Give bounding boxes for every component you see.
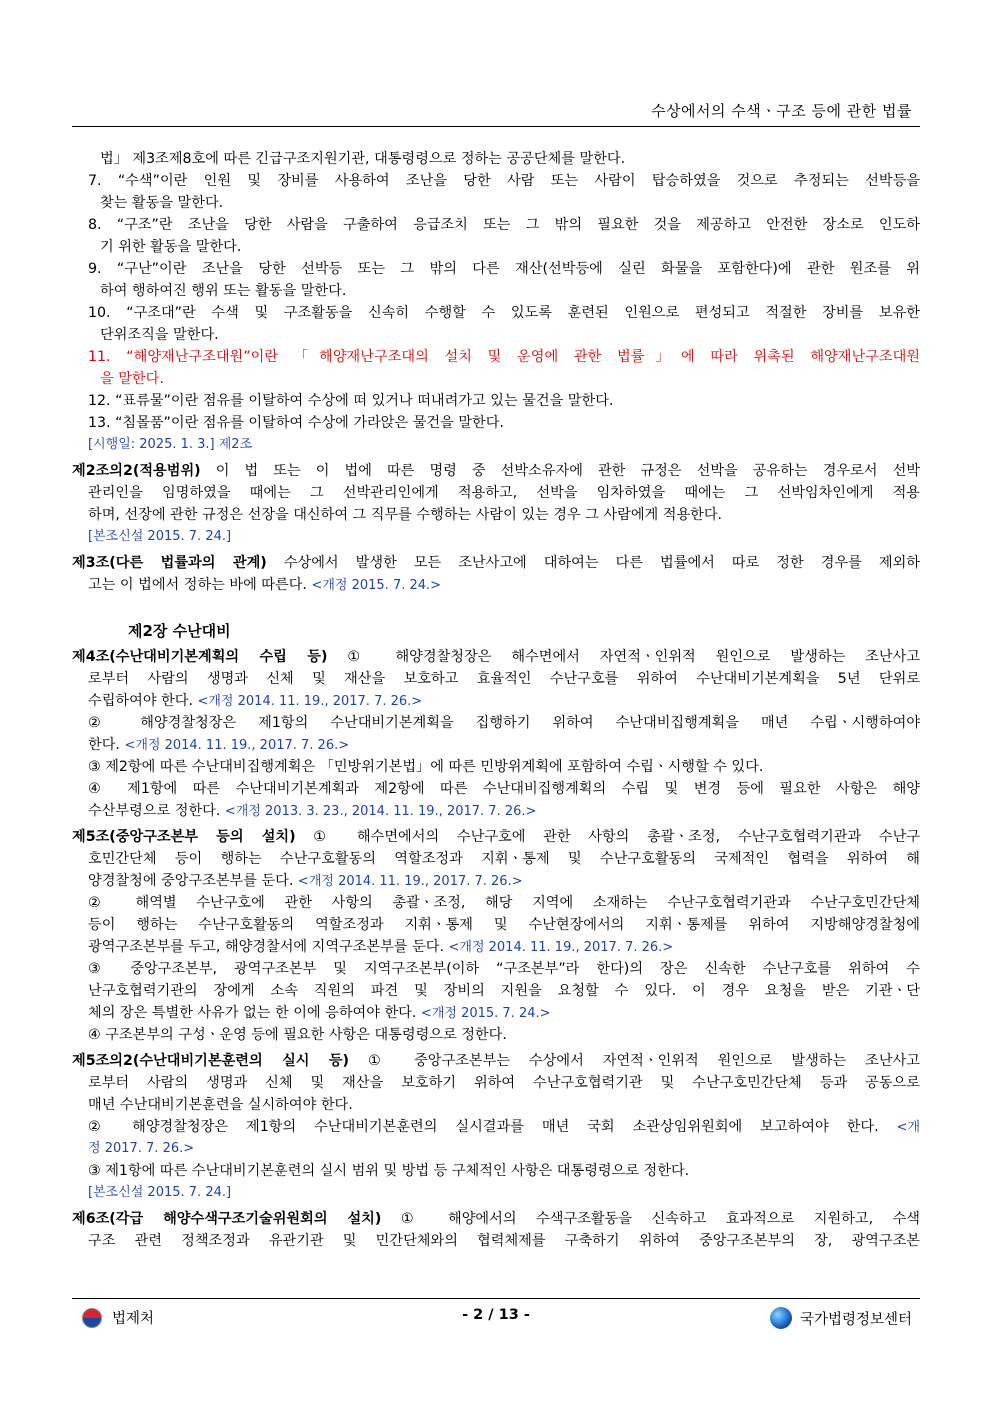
text-line [72,870,920,892]
text-line: 로부터 사람의 생명과 신체 및 재산을 보호하기 위하여 수난구호협력기관 및 수난구호민간단체 등과 공동으로 [88,1075,920,1091]
paragraph-3: ③ 제2항에 따른 수난대비집행계획은 「민방위기본법」에 따른 민방위계획에 포함하여 수립ㆍ시행할 수 있다. [88,759,764,775]
paragraph-3: ③ 중앙구조본부, 광역구조본부 및 지역구조본부(이하 “구조본부”라 한다)의 장은 신속한 수난구호를 위하여 수 [88,961,920,977]
paragraph-4: ④ 구조본부의 구성ㆍ운영 등에 필요한 사항은 대통령령으로 정한다. [88,1027,507,1043]
article-text: 이 법 또는 이 법에 따른 명령 중 선박소유자에 관한 규정은 선박을 공유하는 경우로서 선박 [200,463,920,479]
amendment-tag: <개정 2014. 11. 19., 2017. 7. 26.> [448,940,674,955]
amendment-tag: <개정 2014. 11. 19., 2017. 7. 26.> [124,738,350,753]
page-footer [72,1298,920,1335]
text-line [72,574,920,596]
text-line [72,936,920,958]
amendment-tag: <개정 2014. 11. 19., 2017. 7. 26.> [297,874,523,889]
amendment-tag: 정 2017. 7. 26.> [88,1141,195,1156]
ministry-name: 법제처 [112,1311,155,1327]
document-body [72,148,920,1252]
text-line: 하여 행하여진 행위 또는 활동을 말한다. [100,283,347,299]
text-line: 관리인을 임명하였을 때에는 그 선박관리인에게 적용하고, 선박을 임차하였을 때에는 그 선박임차인에게 적용 [88,485,920,501]
text-line: 난구호협력기관의 장에게 소속 직원의 파견 및 장비의 지원을 요청할 수 있다. 이 경우 요청을 받은 기관ㆍ단 [88,983,920,999]
text-line: 기 위한 활동을 말한다. [100,239,242,255]
item-9: 9. “구난”이란 조난을 당한 선박등 또는 그 밖의 다른 재산(선박등에 실린 화물을 포함한다)에 관한 원조를 위 [88,261,920,277]
item-7: 7. “수색”이란 인원 및 장비를 사용하여 조난을 당한 사람 또는 사람이 탑승하였을 것으로 추정되는 선박등을 [88,173,920,189]
article-text: ① 해양에서의 수색구조활동을 신속하고 효과적으로 지원하고, 수색 [381,1211,920,1227]
new-article-tag: [본조신설 2015. 7. 24.] [88,529,232,544]
article-title: 제4조(수난대비기본계획의 수립 등) [72,649,328,665]
amendment-tag: <개정 2013. 3. 23., 2014. 11. 19., 2017. 7. 26.> [224,804,537,819]
amendment-tag: <개정 2015. 7. 24.> [420,1006,551,1021]
text-span: 광역구조본부를 두고, 해양경찰서에 지역구조본부를 둔다. [88,939,444,955]
item-11-amended: 11. “해양재난구조대원”이란 「해양재난구조대의 설치 및 운영에 관한 법률」에 따라 위촉된 해양재난구조대원 [88,349,920,365]
amendment-tag: <개정 2015. 7. 24.> [311,578,442,593]
text-line: 하며, 선장에 관한 규정은 선장을 대신하여 그 직무를 수행하는 사람이 있는 경우 그 사람에게 적용한다. [88,507,723,523]
text-span: 수립하여야 한다. [88,693,193,709]
article-3 [72,552,920,574]
article-text: ① 해양경찰청장은 해수면에서 자연적ㆍ인위적 원인으로 발생하는 조난사고 [327,649,920,665]
article-title: 제5조의2(수난대비기본훈련의 실시 등) [72,1053,350,1069]
text-line: 구조 관련 정책조정과 유관기관 및 민간단체와의 협력체제를 구축하기 위하여 중앙구조본부의 장, 광역구조본 [88,1233,920,1249]
text-span: 수산부령으로 정한다. [88,803,221,819]
item-12: 12. “표류물”이란 점유를 이탈하여 수상에 떠 있거나 떠내려가고 있는 물건을 말한다. [88,393,614,409]
paragraph-3: ③ 제1항에 따른 수난대비기본훈련의 실시 범위 및 방법 등 구체적인 사항은 대통령령으로 정한다. [88,1163,690,1179]
text-span: 한다. [88,737,120,753]
text-line: 등이 행하는 수난구호활동의 역할조정과 지휘ㆍ통제 및 수난현장에서의 지휘ㆍ통제를 위하여 지방해양경찰청에 [88,917,920,933]
paragraph-4: ④ 제1항에 따른 수난대비기본계획과 제2항에 따른 수난대비집행계획의 수립 및 변경 등에 필요한 사항은 해양 [88,781,920,797]
article-2-2 [72,460,920,482]
text-line [72,800,920,822]
article-title: 제5조(중앙구조본부 등의 설치) [72,829,296,845]
article-5 [72,826,920,848]
paragraph-2: ② 해역별 수난구호에 관한 사항의 총괄ㆍ조정, 해당 지역에 소재하는 수난구호협력기관과 수난구호민간단체 [88,895,920,911]
text-line: 매년 수난대비기본훈련을 실시하여야 한다. [88,1097,353,1113]
article-title: 제3조(다른 법률과의 관계) [72,555,267,571]
text-line: 로부터 사람의 생명과 신체 및 재산을 보호하고 효율적인 수난구호를 위하여 수난대비기본계획을 5년 단위로 [88,671,920,687]
item-13: 13. “침몰품”이란 점유를 이탈하여 수상에 가라앉은 물건을 말한다. [88,415,504,431]
new-article-tag: [본조신설 2015. 7. 24.] [88,1185,232,1200]
article-text: ① 중앙구조본부는 수상에서 자연적ㆍ인위적 원인으로 발생하는 조난사고 [349,1053,920,1069]
law-title: 수상에서의 수색ㆍ구조 등에 관한 법률 [651,102,912,120]
text-line: 법」 제3조제8호에 따른 긴급구조지원기관, 대통령령으로 정하는 공공단체를 말한다. [100,151,626,167]
amendment-tag: <개 [896,1120,920,1135]
article-4 [72,646,920,668]
article-text: 수상에서 발생한 모든 조난사고에 대하여는 다른 법률에서 따로 정한 경우를 제외하 [266,555,920,571]
text-line: 호민간단체 등이 행하는 수난구호활동의 역할조정과 지휘ㆍ통제 및 수난구호활동의 국제적인 협력을 위하여 해 [88,851,920,867]
article-5-2 [72,1050,920,1072]
text-span: 체의 장은 특별한 사유가 없는 한 이에 응하여야 한다. [88,1005,417,1021]
text-line [72,1002,920,1024]
text-line: 단위조직을 말한다. [100,327,219,343]
amendment-tag: <개정 2014. 11. 19., 2017. 7. 26.> [197,694,423,709]
text-span: ② 해양경찰청장은 제1항의 수난대비기본훈련의 실시결과를 매년 국회 소관상임위원회에 보고하여야 한다. [88,1119,879,1135]
law-center-logo-icon [770,1307,792,1329]
item-10: 10. “구조대”란 수색 및 구조활동을 신속히 수행할 수 있도록 훈련된 인원으로 편성되고 적절한 장비를 보유한 [88,305,920,321]
paragraph-2: ② 해양경찰청장은 제1항의 수난대비기본계획을 집행하기 위하여 수난대비집행계획을 매년 수립ㆍ시행하여야 [88,715,920,731]
effective-date-tag: [시행일: 2025. 1. 3.] 제2조 [88,437,253,452]
text-line [72,690,920,712]
article-title: 제6조(각급 해양수색구조기술위원회의 설치) [72,1211,382,1227]
text-span: 고는 이 법에서 정하는 바에 따른다. [88,577,307,593]
paragraph-2 [72,1116,920,1138]
article-title: 제2조의2(적용범위) [72,463,201,479]
chapter-heading: 제2장 수난대비 [128,622,231,640]
footer-right [770,1307,912,1329]
text-span: 양경찰청에 중앙구조본부를 둔다. [88,873,294,889]
article-text: ① 해수면에서의 수난구호에 관한 사항의 총괄ㆍ조정, 수난구호협력기관과 수난구 [295,829,920,845]
law-center-name: 국가법령정보센터 [799,1311,912,1328]
text-line: 찾는 활동을 말한다. [100,195,224,211]
text-line-amended: 을 말한다. [100,371,164,387]
article-6 [72,1208,920,1230]
page-header [72,96,920,127]
text-line [72,734,920,756]
page-number: - 2 / 13 - [462,1307,530,1323]
item-8: 8. “구조”란 조난을 당한 사람을 구출하여 응급조치 또는 그 밖의 필요한 것을 제공하고 안전한 장소로 인도하 [88,217,920,233]
